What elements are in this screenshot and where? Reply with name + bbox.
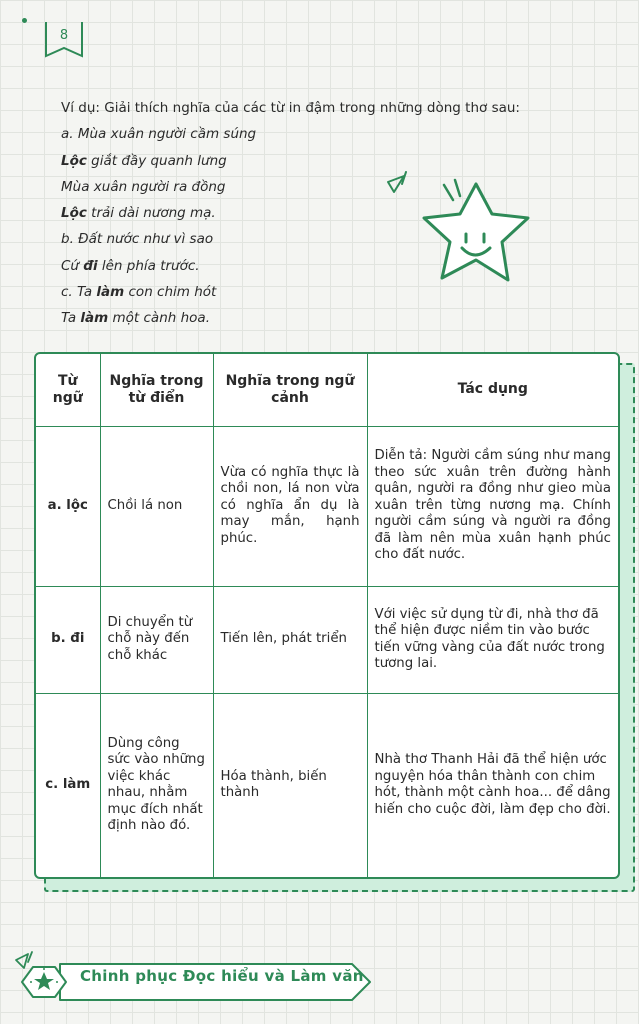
- row-word: b. đi: [36, 586, 100, 693]
- row-context: Tiến lên, phát triển: [213, 586, 367, 693]
- header-effect: Tác dụng: [367, 354, 618, 426]
- page-number: 8: [59, 28, 69, 43]
- row-word: a. lộc: [36, 426, 100, 586]
- footer-title: Chinh phục Đọc hiểu và Làm văn: [80, 967, 364, 985]
- row-word: c. làm: [36, 693, 100, 877]
- row-context: Vừa có nghĩa thực là chồi non, lá non vừa có nghĩa ẩn dụ là may mắn, hạnh phúc.: [213, 426, 367, 586]
- table-row: [36, 586, 618, 693]
- header-word: Từ ngữ: [36, 354, 100, 426]
- row-context: Hóa thành, biến thành: [213, 693, 367, 877]
- row-effect: Nhà thơ Thanh Hải đã thể hiện ước nguyện hóa thân thành con chim hót, thành một cành hoa... để dâng hiến cho cuộc đời, làm đẹp cho đời.: [367, 693, 618, 877]
- row-effect: Diễn tả: Người cầm súng như mang theo sức xuân trên đường hành quân, người ra đồng như gieo mùa xuân trên từng nương mạ. Chính người cầm súng và người ra đồng đã làm nên mùa xuân hạnh phúc cho đất nước.: [367, 426, 618, 586]
- poem-line-1: a. Mùa xuân người cầm súng: [61, 126, 257, 143]
- table-row: [36, 693, 618, 877]
- row-dictionary: Chồi lá non: [100, 426, 213, 586]
- row-dictionary: Dùng công sức vào những việc khác nhau, nhằm mục đích nhất định nào đó.: [100, 693, 213, 877]
- example-intro: Ví dụ: Giải thích nghĩa của các từ in đậm trong những dòng thơ sau:: [61, 100, 520, 116]
- poem-line-7: c. Ta làm con chim hót: [61, 284, 217, 301]
- poem-line-8: Ta làm một cành hoa.: [61, 310, 210, 327]
- poem-line-3: Mùa xuân người ra đồng: [61, 178, 226, 195]
- header-context: Nghĩa trong ngữ cảnh: [213, 354, 367, 426]
- table-header-row: [36, 354, 618, 426]
- table-row: [36, 426, 618, 586]
- poem-line-2: Lộc giắt đầy quanh lưng: [61, 152, 227, 169]
- meaning-table: [34, 352, 620, 879]
- poem-line-4: Lộc trải dài nương mạ.: [61, 205, 216, 222]
- row-dictionary: Di chuyển từ chỗ này đến chỗ khác: [100, 586, 213, 693]
- page-dot: [22, 18, 27, 23]
- header-dictionary: Nghĩa trong từ điển: [100, 354, 213, 426]
- poem-line-5: b. Đất nước như vì sao: [61, 231, 214, 248]
- row-effect: Với việc sử dụng từ đi, nhà thơ đã thể hiện được niềm tin vào bước tiến vững vàng của đất nước trong tương lai.: [367, 586, 618, 693]
- smiling-star-icon: [380, 160, 560, 305]
- poem-line-6: Cứ đi lên phía trước.: [61, 257, 200, 274]
